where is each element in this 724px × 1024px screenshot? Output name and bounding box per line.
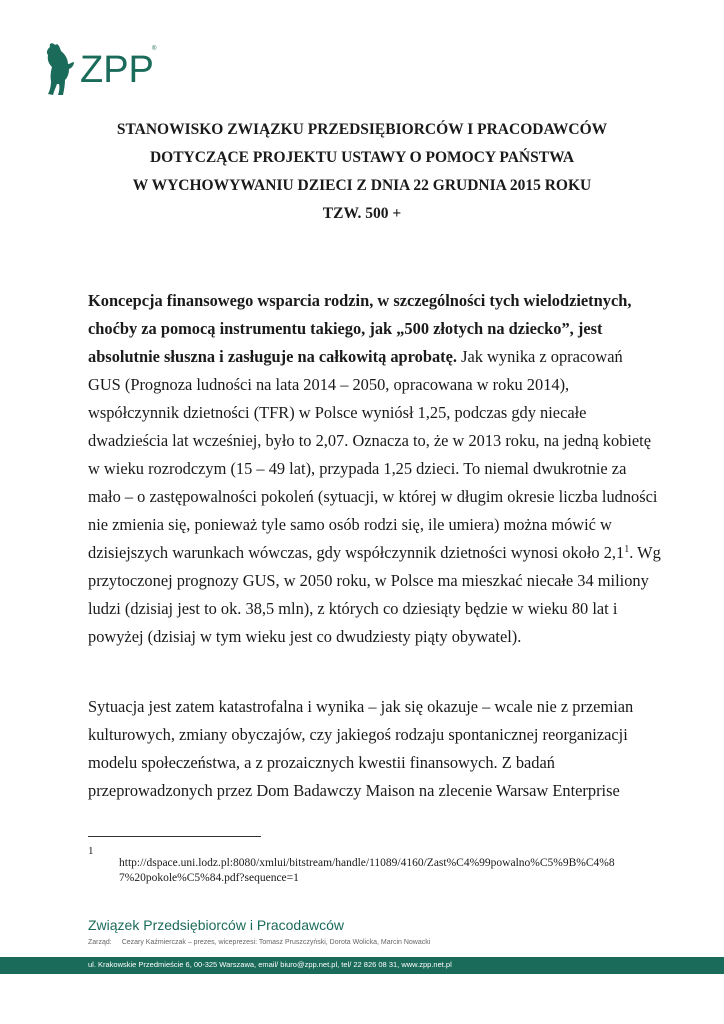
paragraph-line: GUS (Prognoza ludności na lata 2014 – 2050, opracowana w roku 2014), [88,375,570,394]
footer-board [88,939,430,946]
text: dzisiejszych warunkach wówczas, gdy współczynnik dzietności wynosi około 2,1 [88,543,625,562]
footnote-line[interactable]: http://dspace.uni.lodz.pl:8080/xmlui/bitstream/handle/11089/4160/Zast%C4%99powalno%C5%9B%C4%8 [119,857,615,869]
paragraph-line: Sytuacja jest zatem katastrofalna i wynika – jak się okazuje – wcale nie z przemian [88,697,634,716]
paragraph-line: ludzi (dzisiaj jest to ok. 38,5 mln), z których co dziesiąty będzie w wieku 80 lat i [88,599,618,618]
board-members: Cezary Kaźmierczak – prezes, wiceprezesi: Tomasz Pruszczyński, Dorota Wolicka, Marcin Nowacki [121,939,431,946]
paragraph-line [88,343,668,371]
paragraph-line: nie zmienia się, ponieważ tyle samo osób rodzi się, ile umiera) można mówić w [88,515,612,534]
title-line: DOTYCZĄCE PROJEKTU USTAWY O POMOCY PAŃSTWA [149,149,575,166]
paragraph-2 [88,693,668,805]
text: . Wg [629,543,661,562]
footnote-divider [88,836,261,837]
board-label: Zarząd: [88,939,112,946]
logo-text: ZPP [80,49,154,91]
paragraph-line [88,287,668,315]
zpp-logo [44,40,164,100]
paragraph-line [88,315,668,343]
text: Jak wynika z opracowań [457,347,623,366]
paragraph-line: mało – o zastępowalności pokoleń (sytuacji, w której w długim okresie liczba ludności [88,487,658,506]
footer-org-name: Związek Przedsiębiorców i Pracodawców [88,917,344,933]
footnote-number: 1 [88,845,94,857]
footnote-line[interactable]: 7%20pokole%C5%84.pdf?sequence=1 [119,872,299,884]
title-line: STANOWISKO ZWIĄZKU PRZEDSIĘBIORCÓW I PRACODAWCÓW [116,121,608,138]
paragraph-line: współczynnik dzietności (TFR) w Polsce wyniósł 1,25, podczas gdy niecałe [88,403,587,422]
bold-text: Koncepcja finansowego wsparcia rodzin, w szczególności tych wielodzietnych, [88,291,632,310]
document-title [60,116,664,228]
paragraph-1 [88,287,668,651]
footer-contact-bar [0,957,724,974]
paragraph-line: przeprowadzonych przez Dom Badawczy Maison na zlecenie Warsaw Enterprise [88,781,620,800]
footnote-ref[interactable]: 1 [624,544,630,555]
bear-icon [44,40,78,98]
paragraph-line: kulturowych, zmiany obyczajów, czy jakiegoś rodzaju spontanicznej reorganizacji [88,725,628,744]
title-line: W WYCHOWYWANIU DZIECI Z DNIA 22 GRUDNIA 2015 ROKU [132,177,592,194]
bold-text: absolutnie słuszna i zasługuje na całkowitą aprobatę. [88,347,457,366]
paragraph-line: przytoczonej prognozy GUS, w 2050 roku, w Polsce ma mieszkać niecałe 34 miliony [88,571,649,590]
paragraph-line: dwadzieścia lat wcześniej, było to 2,07. Oznacza to, że w 2013 roku, na jedną kobietę [88,431,651,450]
paragraph-line: w wieku rozrodczym (15 – 49 lat), przypada 1,25 dzieci. To niemal dwukrotnie za [88,459,627,478]
registered-mark: ® [152,46,157,52]
paragraph-line: modelu społeczeństwa, a z prozaicznych kwestii finansowych. Z badań [88,753,555,772]
title-line: TZW. 500 + [322,205,402,222]
paragraph-line: powyżej (dzisiaj w tym wieku jest co dwudziesty piąty obywatel). [88,627,522,646]
bold-text: choćby za pomocą instrumentu takiego, jak „500 złotych na dziecko”, jest [88,319,603,338]
paragraph-line [88,539,668,567]
footnote-link[interactable] [119,856,679,886]
footer-contact: ul. Krakowskie Przedmieście 6, 00-325 Warszawa, email/ biuro@zpp.net.pl, tel/ 22 826 08 31, www.zpp.net.pl [88,960,452,969]
